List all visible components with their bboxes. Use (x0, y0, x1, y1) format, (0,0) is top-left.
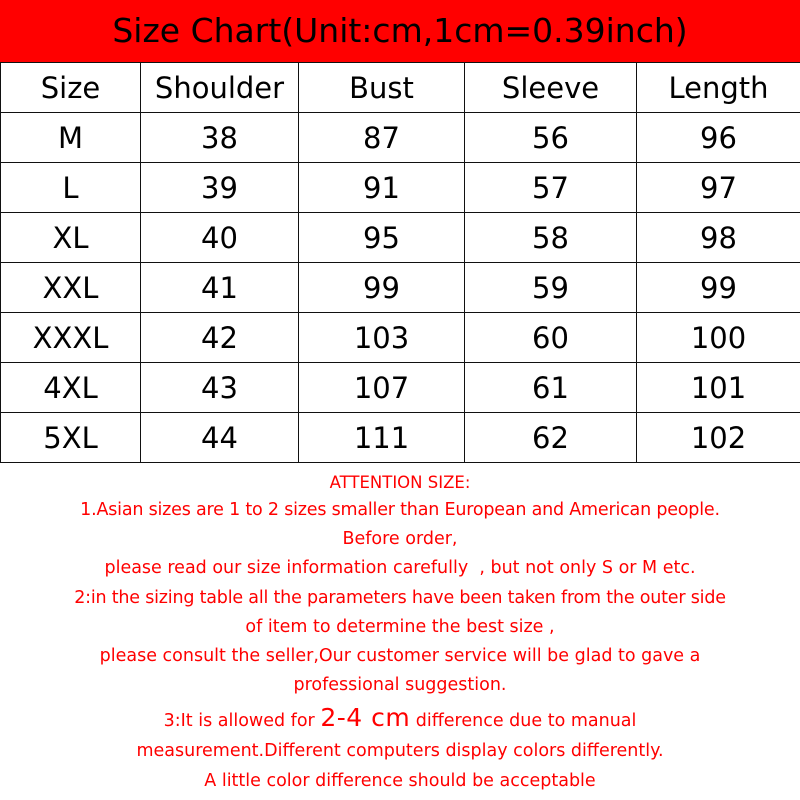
size-cell: 5XL (1, 413, 141, 463)
note-line-9: measurement.Different computers display colors differently. (136, 741, 664, 762)
sleeve-cell: 57 (465, 163, 637, 213)
size-table (0, 62, 800, 463)
size-cell: 4XL (1, 363, 141, 413)
size-cell: XL (1, 213, 141, 263)
note-line-10: A little color difference should be acceptable (204, 770, 596, 791)
shoulder-cell: 42 (141, 313, 299, 363)
bust-cell: 99 (299, 263, 465, 313)
sleeve-cell: 60 (465, 313, 637, 363)
length-cell: 97 (637, 163, 800, 213)
length-cell: 101 (637, 363, 800, 413)
header-sleeve: Sleeve (465, 63, 637, 113)
table-row (1, 363, 800, 413)
length-cell: 102 (637, 413, 800, 463)
header-bust: Bust (299, 63, 465, 113)
bust-cell: 91 (299, 163, 465, 213)
note-line-7: professional suggestion. (293, 675, 507, 696)
note-line-6: please consult the seller,Our customer service will be glad to gave a (99, 646, 701, 667)
sleeve-cell: 61 (465, 363, 637, 413)
shoulder-cell: 38 (141, 113, 299, 163)
attention-notes (0, 470, 800, 796)
note-line-2: Before order, (342, 529, 458, 550)
table-row (1, 313, 800, 363)
bust-cell: 107 (299, 363, 465, 413)
sleeve-cell: 58 (465, 213, 637, 263)
bust-cell: 95 (299, 213, 465, 263)
table-row (1, 163, 800, 213)
note-line-3: please read our size information carefully , but not only S or M etc. (104, 558, 696, 579)
shoulder-cell: 41 (141, 263, 299, 313)
note-line-5: of item to determine the best size , (245, 616, 555, 637)
bust-cell: 87 (299, 113, 465, 163)
shoulder-cell: 39 (141, 163, 299, 213)
bust-cell: 111 (299, 413, 465, 463)
table-header-row (1, 63, 800, 113)
sleeve-cell: 59 (465, 263, 637, 313)
header-length: Length (637, 63, 800, 113)
size-cell: L (1, 163, 141, 213)
table-row (1, 263, 800, 313)
size-chart-title: Size Chart(Unit:cm,1cm=0.39inch) (0, 0, 800, 62)
table-row (1, 213, 800, 263)
header-size: Size (1, 63, 141, 113)
size-cell: XXL (1, 263, 141, 313)
shoulder-cell: 44 (141, 413, 299, 463)
note-line-4: 2:in the sizing table all the parameters have been taken from the outer side (74, 587, 726, 608)
shoulder-cell: 43 (141, 363, 299, 413)
table-row (1, 113, 800, 163)
note-line-8-prefix: 3:It is allowed for (163, 711, 321, 732)
length-cell: 99 (637, 263, 800, 313)
note-line-8-suffix: difference due to manual (410, 711, 637, 732)
header-shoulder: Shoulder (141, 63, 299, 113)
attention-heading: ATTENTION SIZE: (329, 473, 471, 492)
table-row (1, 413, 800, 463)
shoulder-cell: 40 (141, 213, 299, 263)
length-cell: 98 (637, 213, 800, 263)
sleeve-cell: 56 (465, 113, 637, 163)
note-line-1: 1.Asian sizes are 1 to 2 sizes smaller than European and American people. (80, 500, 720, 520)
length-cell: 100 (637, 313, 800, 363)
size-cell: XXXL (1, 313, 141, 363)
note-line-8 (0, 702, 800, 737)
note-tolerance-emphasis: 2-4 cm (320, 703, 411, 733)
length-cell: 96 (637, 113, 800, 163)
bust-cell: 103 (299, 313, 465, 363)
size-cell: M (1, 113, 141, 163)
sleeve-cell: 62 (465, 413, 637, 463)
